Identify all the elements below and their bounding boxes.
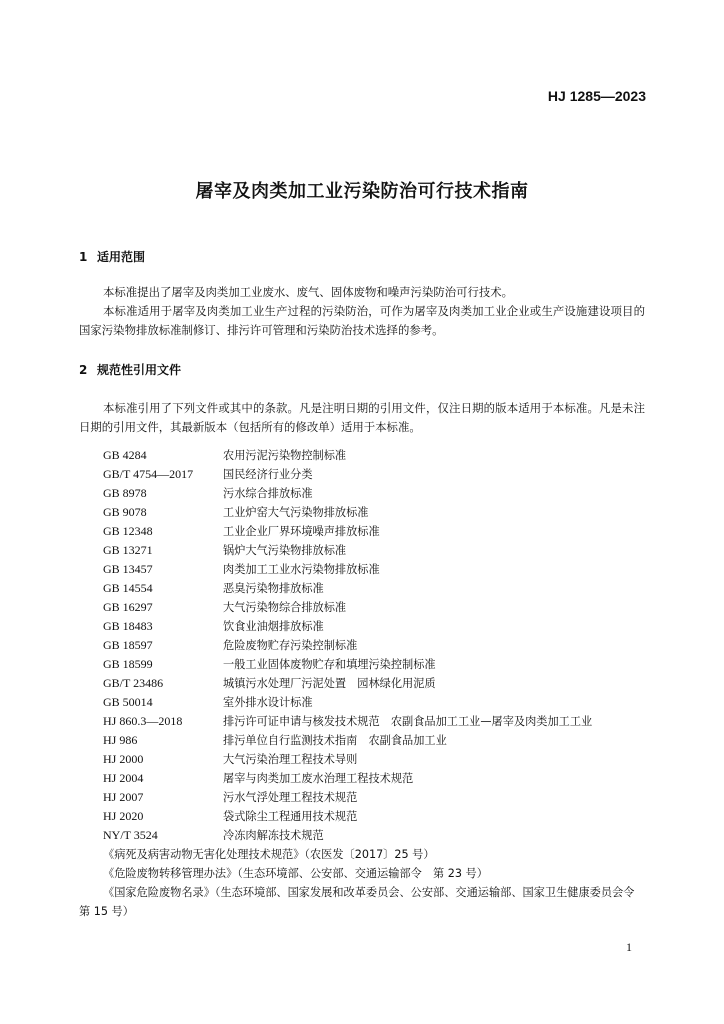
reference-row	[103, 788, 663, 807]
reference-code: GB 16297	[103, 600, 153, 614]
reference-name: 国民经济行业分类	[223, 468, 313, 481]
reference-row	[103, 522, 663, 541]
section-number: 2	[79, 363, 88, 377]
reference-row	[103, 598, 663, 617]
reference-name: 排污许可证申请与核发技术规范 农副食品加工工业—屠宰及肉类加工工业	[223, 715, 593, 728]
reference-name: 危险废物贮存污染控制标准	[223, 639, 358, 652]
reference-name: 饮食业油烟排放标准	[223, 620, 324, 633]
section-2-heading	[79, 361, 181, 378]
reference-row	[103, 617, 663, 636]
reference-row	[103, 655, 663, 674]
page-number: 1	[626, 940, 632, 954]
reference-row	[103, 541, 663, 560]
reference-code: GB 18483	[103, 619, 153, 633]
reference-row	[103, 484, 663, 503]
reference-name: 室外排水设计标准	[223, 696, 313, 709]
section-1-heading	[79, 248, 145, 265]
reference-code: GB 12348	[103, 524, 153, 538]
reference-code: GB 18597	[103, 638, 153, 652]
reference-name: 城镇污水处理厂污泥处置 园林绿化用泥质	[223, 677, 436, 690]
regulation-item: 《危险废物转移管理办法》（生态环境部、公安部、交通运输部令 第 23 号）	[103, 867, 488, 880]
reference-name: 大气污染物综合排放标准	[223, 601, 347, 614]
reference-code: HJ 2000	[103, 752, 144, 766]
reference-row	[103, 750, 663, 769]
section-1-paragraph-1: 本标准提出了屠宰及肉类加工业废水、废气、固体废物和噪声污染防治可行技术。	[103, 285, 514, 299]
reference-code: GB 13271	[103, 543, 153, 557]
reference-name: 污水综合排放标准	[223, 487, 313, 500]
reference-name: 肉类加工工业水污染物排放标准	[223, 563, 380, 576]
reference-code: GB/T 4754—2017	[103, 467, 194, 481]
reference-code: GB 50014	[103, 695, 153, 709]
reference-name: 一般工业固体废物贮存和填埋污染控制标准	[223, 658, 436, 671]
reference-code: GB 8978	[103, 486, 147, 500]
reference-code: HJ 986	[103, 733, 138, 747]
reference-row	[103, 674, 663, 693]
section-2-paragraph-1: 本标准引用了下列文件或其中的条款。凡是注明日期的引用文件，仅注日期的版本适用于本标准。凡是未注日期的引用文件，其最新版本（包括所有的修改单）适用于本标准。	[79, 401, 645, 434]
reference-code: GB 13457	[103, 562, 153, 576]
reference-code: HJ 2007	[103, 790, 144, 804]
reference-row	[103, 560, 663, 579]
reference-name: 污水气浮处理工程技术规范	[223, 791, 358, 804]
reference-row	[103, 769, 663, 788]
reference-code: GB 4284	[103, 448, 147, 462]
reference-row	[103, 636, 663, 655]
section-number: 1	[79, 250, 88, 264]
reference-row	[103, 826, 663, 845]
reference-name: 大气污染治理工程技术导则	[223, 753, 358, 766]
document-title: 屠宰及肉类加工业污染防治可行技术指南	[195, 181, 529, 202]
document-code: HJ 1285—2023	[547, 88, 646, 104]
reference-row	[103, 503, 663, 522]
reference-code: NY/T 3524	[103, 828, 158, 842]
reference-code: HJ 2020	[103, 809, 144, 823]
reference-code: GB/T 23486	[103, 676, 164, 690]
reference-name: 冷冻肉解冻技术规范	[223, 829, 324, 842]
section-1-paragraph-2: 本标准适用于屠宰及肉类加工业生产过程的污染防治，可作为屠宰及肉类加工业企业或生产设施建设项目的国家污染物排放标准制修订、排污许可管理和污染防治技术选择的参考。	[79, 304, 645, 337]
reference-code: GB 14554	[103, 581, 153, 595]
reference-name: 屠宰与肉类加工废水治理工程技术规范	[223, 772, 414, 785]
reference-row	[103, 712, 663, 731]
reference-name: 锅炉大气污染物排放标准	[223, 544, 347, 557]
reference-row	[103, 807, 663, 826]
reference-name: 工业企业厂界环境噪声排放标准	[223, 525, 380, 538]
reference-name: 农用污泥污染物控制标准	[223, 449, 347, 462]
reference-code: GB 18599	[103, 657, 153, 671]
reference-row	[103, 465, 663, 484]
regulation-list	[79, 845, 649, 921]
reference-name: 袋式除尘工程通用技术规范	[223, 810, 358, 823]
regulation-item: 《国家危险废物名录》（生态环境部、国家发展和改革委员会、公安部、交通运输部、国家卫生健康委员会令 第 15 号）	[79, 886, 646, 918]
reference-name: 工业炉窑大气污染物排放标准	[223, 506, 369, 519]
reference-name: 恶臭污染物排放标准	[223, 582, 324, 595]
section-title: 规范性引用文件	[97, 363, 182, 377]
reference-row	[103, 446, 663, 465]
reference-row	[103, 731, 663, 750]
reference-list	[103, 446, 663, 845]
reference-code: GB 9078	[103, 505, 147, 519]
reference-row	[103, 693, 663, 712]
regulation-item: 《病死及病害动物无害化处理技术规范》（农医发〔2017〕25 号）	[103, 848, 435, 861]
reference-code: HJ 2004	[103, 771, 144, 785]
reference-name: 排污单位自行监测技术指南 农副食品加工业	[223, 734, 447, 747]
reference-code: HJ 860.3—2018	[103, 714, 183, 728]
reference-row	[103, 579, 663, 598]
section-title: 适用范围	[97, 250, 146, 264]
